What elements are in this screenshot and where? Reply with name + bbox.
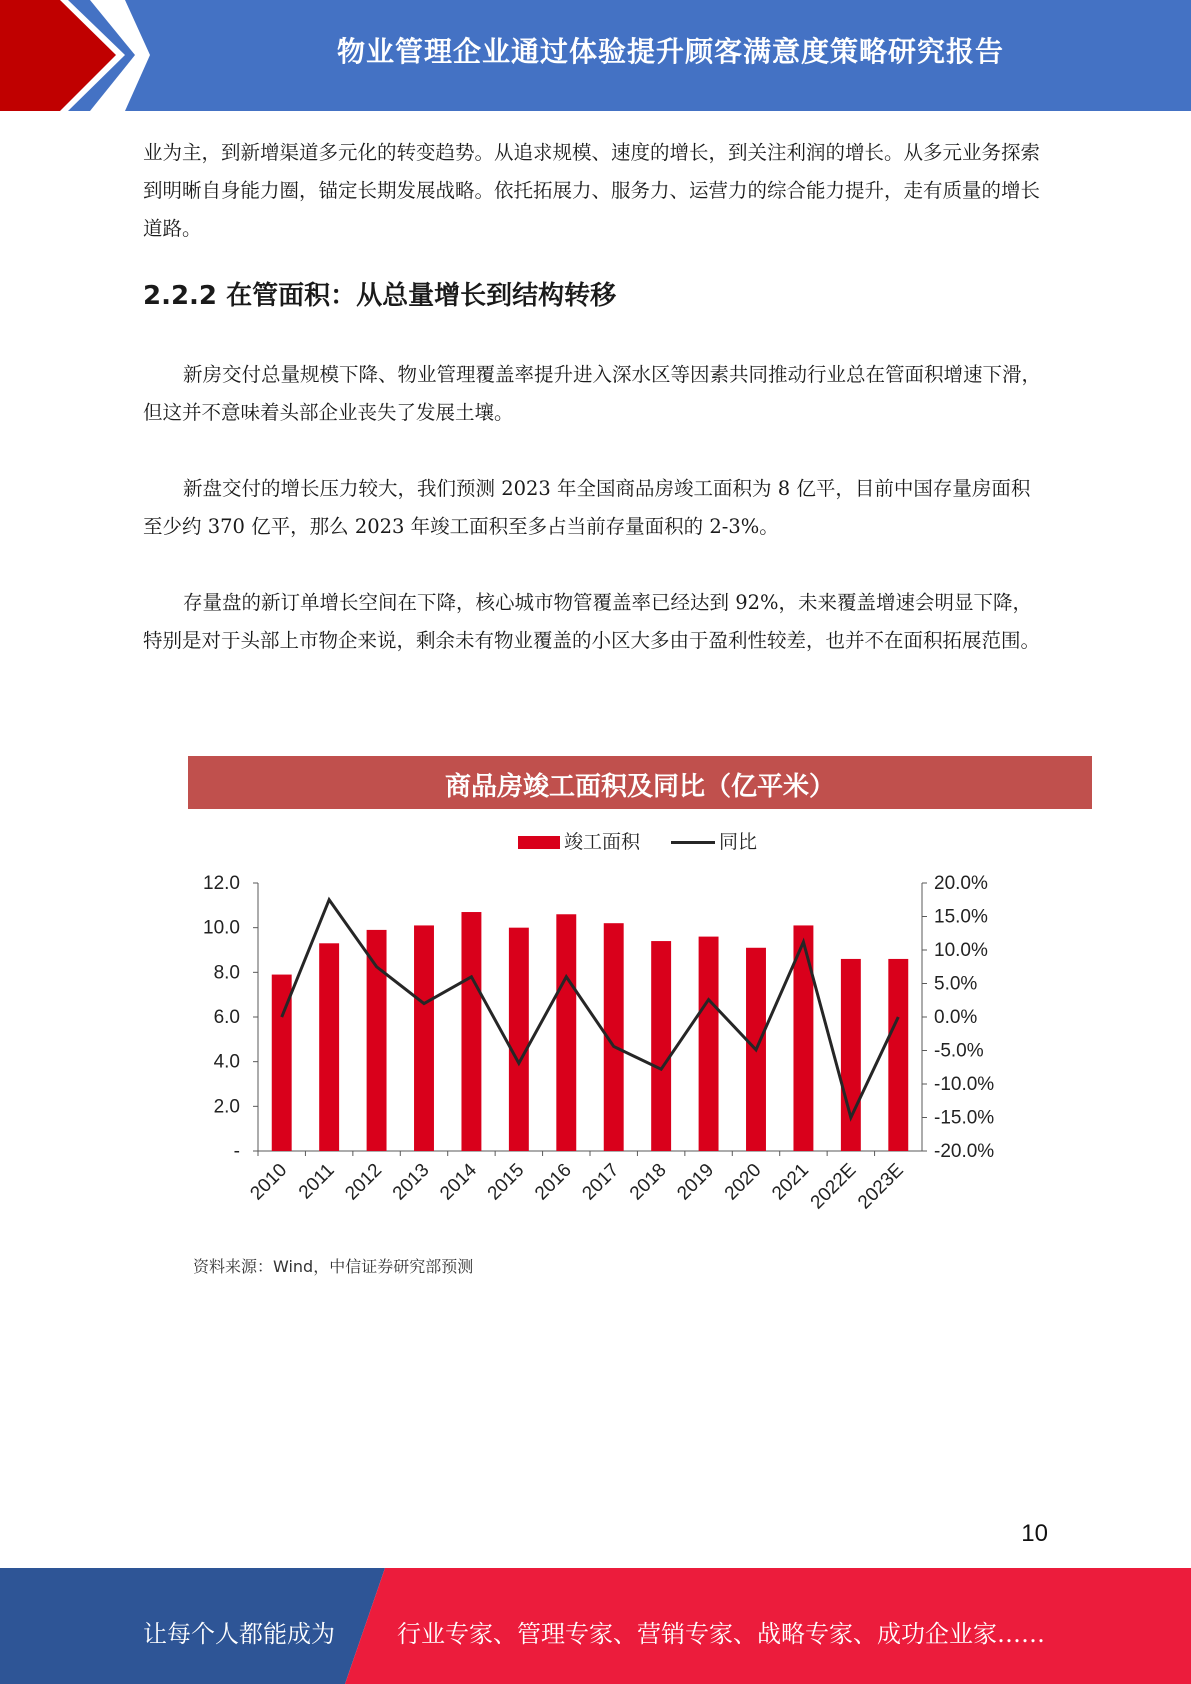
chart-plot [188, 756, 1092, 1246]
x-axis-label-2022E: 2022E [806, 1159, 861, 1214]
header-arrow-decoration [0, 0, 160, 111]
bar-2022E [841, 959, 861, 1151]
chart-source-note: 资料来源：Wind，中信证券研究部预测 [193, 1257, 474, 1276]
legend-label-bars: 竣工面积 [564, 832, 641, 853]
x-axis-label-2011: 2011 [294, 1159, 339, 1204]
right-axis-tick-label: -10.0% [934, 1074, 995, 1095]
bar-2011 [319, 943, 339, 1151]
paragraph-new-delivery: 新盘交付的增长压力较大，我们预测 2023 年全国商品房竣工面积为 8 亿平，目前中国存量房面积至少约 370 亿平，那么 2023 年竣工面积至多占当前存量面积的 2-3%。 [143, 477, 1031, 538]
completion-area-chart [188, 756, 1092, 1286]
paragraph-area-decline: 新房交付总量规模下降、物业管理覆盖率提升进入深水区等因素共同推动行业总在管面积增速下滑，但这并不意味着头部企业丧失了发展土壤。 [143, 363, 1042, 424]
x-axis-label-2016: 2016 [531, 1159, 576, 1205]
x-axis-label-2019: 2019 [673, 1159, 719, 1205]
bar-2018 [651, 941, 671, 1151]
left-axis-tick-label: 10.0 [203, 917, 240, 939]
section-heading: 2.2.2 在管面积：从总量增长到结构转移 [143, 281, 617, 311]
footer-slogan-right: 行业专家、管理专家、营销专家、战略专家、成功企业家…… [397, 1620, 1045, 1648]
x-axis-label-2020: 2020 [720, 1159, 766, 1205]
left-axis-tick-label: 12.0 [203, 873, 240, 894]
right-axis-tick-label: 20.0% [934, 873, 988, 894]
x-axis-label-2017: 2017 [578, 1159, 624, 1205]
page-header [0, 0, 1191, 111]
footer-slogan-left: 让每个人都能成为 [143, 1620, 335, 1648]
chart-title: 商品房竣工面积及同比（亿平米） [444, 772, 835, 802]
x-axis-label-2010: 2010 [246, 1159, 292, 1205]
left-axis-tick-label: 6.0 [213, 1007, 240, 1028]
bar-2013 [414, 925, 434, 1151]
bar-2015 [509, 928, 529, 1151]
paragraph-stock-orders: 存量盘的新订单增长空间在下降，核心城市物管覆盖率已经达到 92%，未来覆盖增速会明显下降，特别是对于头部上市物企来说，剩余未有物业覆盖的小区大多由于盈利性较差，也并不在面积拓展范围。 [143, 591, 1041, 652]
x-axis-label-2015: 2015 [483, 1159, 529, 1205]
x-axis-label-2013: 2013 [388, 1159, 434, 1205]
left-axis-tick-label: 2.0 [213, 1096, 240, 1118]
right-axis-tick-label: 5.0% [934, 973, 978, 995]
x-axis-label-2021: 2021 [768, 1159, 813, 1205]
right-axis-tick-label: 15.0% [934, 906, 988, 928]
bar-2014 [461, 912, 481, 1151]
right-axis-tick-label: -5.0% [934, 1040, 984, 1062]
right-axis-tick-label: 10.0% [934, 940, 988, 961]
x-axis-label-2014: 2014 [436, 1159, 481, 1205]
bar-2019 [699, 937, 719, 1151]
left-axis-tick-label: 8.0 [213, 962, 240, 984]
x-axis-label-2018: 2018 [625, 1159, 671, 1205]
left-axis-tick-label: - [233, 1141, 240, 1162]
legend-label-line: 同比 [719, 832, 758, 853]
x-axis-label-2012: 2012 [341, 1159, 387, 1205]
page-number: 10 [1021, 1520, 1048, 1547]
right-axis-tick-label: 0.0% [934, 1007, 978, 1028]
left-axis-tick-label: 4.0 [213, 1051, 240, 1073]
right-axis-tick-label: -15.0% [934, 1107, 995, 1129]
report-title: 物业管理企业通过体验提升顾客满意度策略研究报告 [336, 35, 1004, 68]
bar-2016 [556, 914, 576, 1151]
right-axis-tick-label: -20.0% [934, 1141, 995, 1162]
bar-2023E [888, 959, 908, 1151]
x-axis-label-2023E: 2023E [854, 1159, 908, 1214]
bar-2012 [367, 930, 387, 1151]
paragraph-growth-trend: 业为主，到新增渠道多元化的转变趋势。从追求规模、速度的增长，到关注利润的增长。从多元业务探索到明晰自身能力圈，锚定长期发展战略。依托拓展力、服务力、运营力的综合能力提升，走有质量的增长道路。 [143, 141, 1041, 240]
